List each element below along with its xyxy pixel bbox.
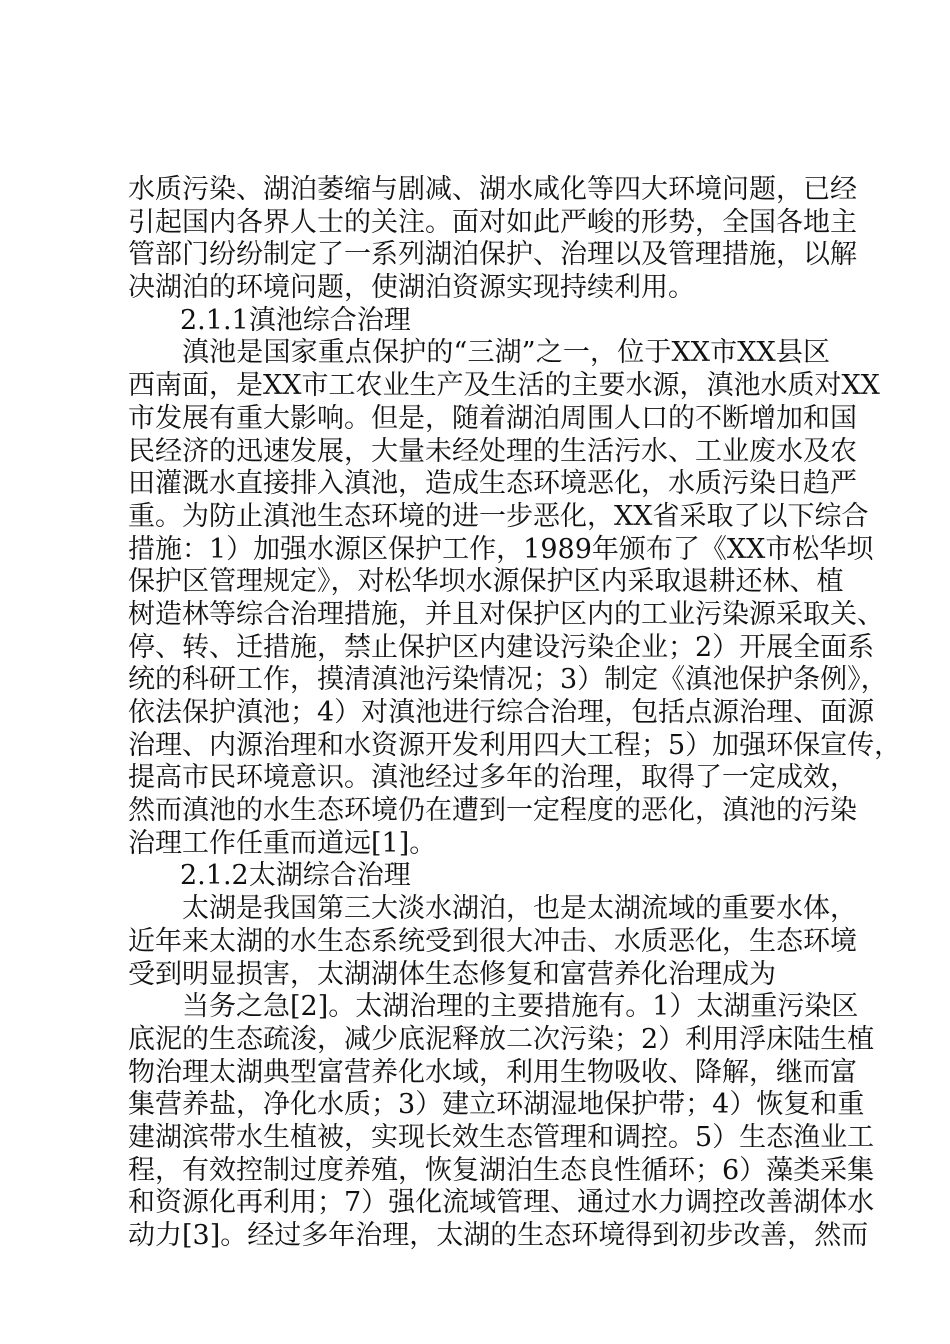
text-line: 保护区管理规定》，对松华坝水源保护区内采取退耕还林、植 (128, 566, 844, 598)
section-heading-taihu: 2.1.2太湖综合治理 (180, 860, 411, 892)
text-line: 提高市民环境意识。滇池经过多年的治理，取得了一定成效， (128, 762, 857, 794)
text-line: 动力[3]。经过多年治理，太湖的生态环境得到初步改善，然而 (128, 1220, 869, 1251)
text-line: 受到明显损害，太湖湖体生态修复和富营养化治理成为 (128, 958, 776, 990)
text-line: 程，有效控制过度养殖，恢复湖泊生态良性循环；6）藻类采集 (128, 1154, 875, 1186)
text-line: 然而滇池的水生态环境仍在遭到一定程度的恶化，滇池的污染 (128, 795, 857, 827)
text-line: 市发展有重大影响。但是，随着湖泊周围人口的不断增加和国 (128, 402, 857, 434)
text-line: 当务之急[2]。太湖治理的主要措施有。1）太湖重污染区 (182, 991, 859, 1023)
text-line: 太湖是我国第三大淡水湖泊，也是太湖流域的重要水体， (182, 893, 857, 925)
text-line: 物治理太湖典型富营养化水域，利用生物吸收、降解，继而富 (128, 1056, 857, 1088)
text-line: 建湖滨带水生植被，实现长效生态管理和调控。5）生态渔业工 (128, 1121, 875, 1153)
text-line: 治理工作任重而道远[1]。 (128, 827, 437, 859)
text-line: 和资源化再利用；7）强化流域管理、通过水力调控改善湖体水 (128, 1187, 875, 1219)
document-body (128, 174, 902, 1253)
text-line: 管部门纷纷制定了一系列湖泊保护、治理以及管理措施，以解 (128, 239, 857, 271)
text-line: 滇池是国家重点保护的“三湖”之一，位于XX市XX县区 (182, 337, 830, 369)
text-line: 统的科研工作，摸清滇池污染情况；3）制定《滇池保护条例》， (128, 664, 888, 696)
section-heading-dianchi: 2.1.1滇池综合治理 (180, 304, 411, 336)
text-line: 田灌溉水直接排入滇池，造成生态环境恶化，水质污染日趋严 (128, 468, 857, 500)
text-line: 措施：1）加强水源区保护工作，1989年颁布了《XX市松华坝 (128, 533, 874, 565)
text-line: 停、转、迁措施，禁止保护区内建设污染企业；2）开展全面系 (128, 631, 875, 663)
text-line: 集营养盐，净化水质；3）建立环湖湿地保护带；4）恢复和重 (128, 1089, 865, 1121)
text-line: 树造林等综合治理措施，并且对保护区内的工业污染源采取关、 (128, 598, 884, 630)
text-line: 西南面，是XX市工农业生产及生活的主要水源，滇池水质对XX (128, 370, 880, 402)
text-line: 水质污染、湖泊萎缩与剧减、湖水咸化等四大环境问题，已经 (128, 174, 857, 205)
text-line: 近年来太湖的水生态系统受到很大冲击、水质恶化，生态环境 (128, 925, 857, 957)
text-line: 重。为防止滇池生态环境的进一步恶化，XX省采取了以下综合 (128, 500, 869, 532)
text-line: 治理、内源治理和水资源开发利用四大工程；5）加强环保宣传， (128, 729, 902, 761)
text-line: 民经济的迅速发展，大量未经处理的生活污水、工业废水及农 (128, 435, 857, 467)
text-line: 依法保护滇池；4）对滇池进行综合治理，包括点源治理、面源 (128, 697, 875, 728)
text-line: 底泥的生态疏浚，减少底泥释放二次污染；2）利用浮床陆生植 (128, 1023, 875, 1055)
text-line: 引起国内各界人士的关注。面对如此严峻的形势，全国各地主 (128, 206, 857, 238)
text-line: 决湖泊的环境问题，使湖泊资源实现持续利用。 (128, 272, 695, 304)
